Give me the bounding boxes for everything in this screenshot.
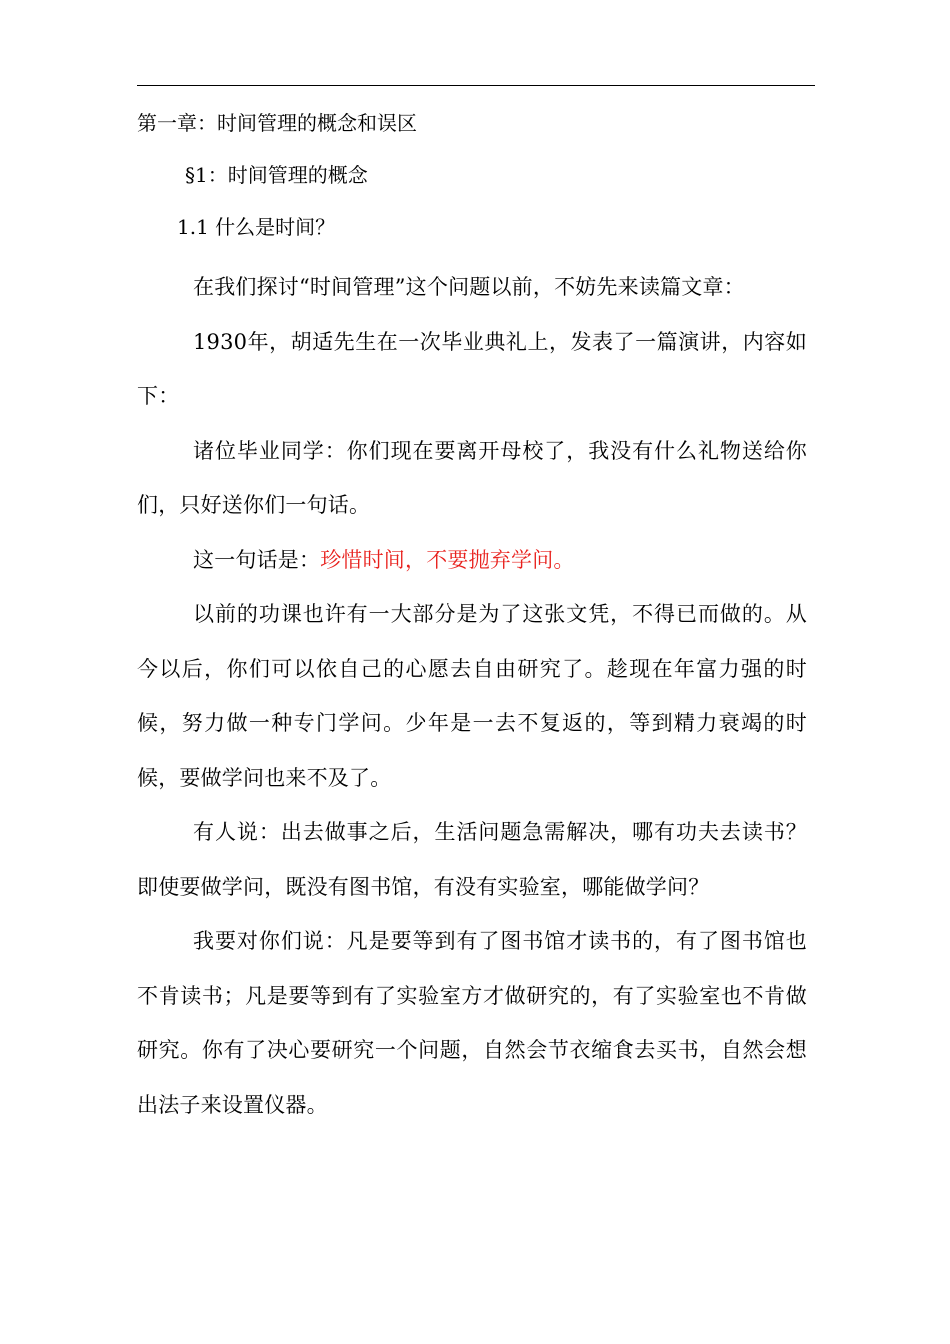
paragraph-speech-intro: 1930年，胡适先生在一次毕业典礼上，发表了一篇演讲，内容如下： xyxy=(137,329,807,408)
subsection-title: 1.1 什么是时间？ xyxy=(177,215,336,239)
header-rule xyxy=(137,85,815,86)
document-body xyxy=(137,100,807,1132)
section-title: §1：时间管理的概念 xyxy=(185,163,368,187)
quote-highlight: 珍惜时间，不要抛弃学问。 xyxy=(320,547,575,572)
paragraph-intro: 在我们探讨“时间管理”这个问题以前，不妨先来读篇文章： xyxy=(193,275,745,299)
paragraph-reply: 我要对你们说：凡是要等到有了图书馆才读书的，有了图书馆也不肯读书；凡是要等到有了实验室方才做研究的，有了实验室也不肯做研究。你有了决心要研究一个问题，自然会节衣缩食去买书，自然会想出法子来设置仪器。 xyxy=(137,929,807,1117)
paragraph-study: 以前的功课也许有一大部分是为了这张文凭，不得已而做的。从今以后，你们可以依自己的心愿去自由研究了。趁现在年富力强的时候，努力做一种专门学问。少年是一去不复返的，等到精力衰竭的时候，要做学问也来不及了。 xyxy=(137,602,807,790)
paragraph-objection: 有人说：出去做事之后，生活问题急需解决，哪有功夫去读书？即使要做学问，既没有图书馆，有没有实验室，哪能做学问？ xyxy=(137,820,807,899)
paragraph-speech-opening: 诸位毕业同学：你们现在要离开母校了，我没有什么礼物送给你们，只好送你们一句话。 xyxy=(137,438,807,517)
paragraph-quote xyxy=(137,533,807,588)
quote-intro: 这一句话是： xyxy=(193,547,321,572)
chapter-title: 第一章：时间管理的概念和误区 xyxy=(137,111,417,135)
